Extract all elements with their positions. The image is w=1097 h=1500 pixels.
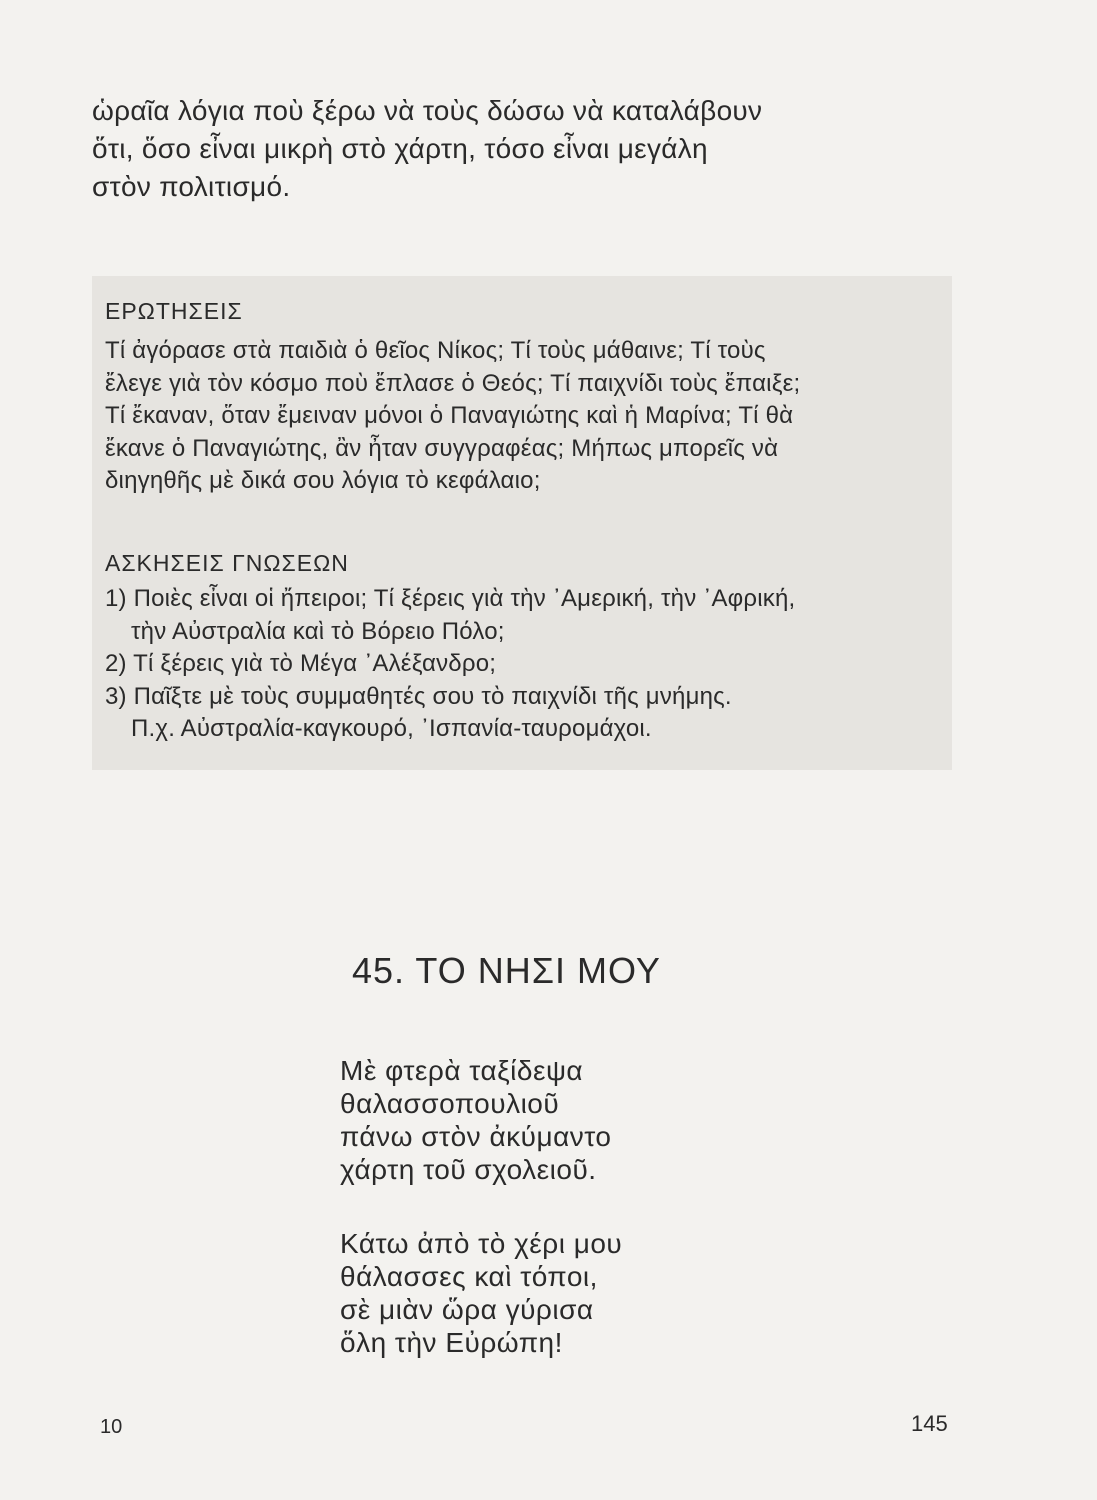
poem-title: 45. ΤΟ ΝΗΣΙ ΜΟΥ [352, 950, 661, 991]
exercise-item-3: 3) Παῖξτε μὲ τοὺς συμμαθητές σου τὸ παιχνίδι τῆς μνήμης. [105, 682, 732, 710]
intro-line: ὡραῖα λόγια ποὺ ξέρω νὰ τοὺς δώσω νὰ καταλάβουν [92, 95, 763, 126]
poem-line: Μὲ φτερὰ ταξίδεψα [340, 1055, 584, 1086]
exercises-list [105, 583, 965, 746]
poem-line: πάνω στὸν ἀκύμαντο [340, 1121, 612, 1152]
questions-text [105, 335, 965, 498]
exercises-heading: ΑΣΚΗΣΕΙΣ ΓΝΩΣΕΩΝ [105, 550, 349, 576]
poem-stanza-2 [340, 1227, 622, 1359]
poem-line: ὅλη τὴν Εὐρώπη! [340, 1327, 563, 1358]
exercise-item-3-continued: Π.χ. Αὐστραλία-καγκουρό, ᾿Ισπανία-ταυρομάχοι. [131, 715, 652, 742]
exercise-item-2: 2) Τί ξέρεις γιὰ τὸ Μέγα ᾿Αλέξανδρο; [105, 650, 497, 677]
questions-section [105, 298, 965, 498]
intro-paragraph [92, 92, 972, 206]
poem-line: σὲ μιὰν ὥρα γύρισα [340, 1294, 594, 1325]
poem-line: χάρτη τοῦ σχολειοῦ. [340, 1154, 597, 1185]
exercise-item-1-continued: τὴν Αὐστραλία καὶ τὸ Βόρειο Πόλο; [131, 617, 505, 645]
poem-stanza-1 [340, 1054, 612, 1186]
question-line: ἔκανε ὁ Παναγιώτης, ἂν ἦταν συγγραφέας; Μήπως μπορεῖς νὰ [105, 434, 779, 462]
question-line: διηγηθῆς μὲ δικά σου λόγια τὸ κεφάλαιο; [105, 467, 541, 494]
exercises-section [105, 550, 965, 746]
question-line: ἔλεγε γιὰ τὸν κόσμο ποὺ ἔπλασε ὁ Θεός; Τί παιχνίδι τοὺς ἔπαιξε; [105, 369, 801, 397]
intro-line: στὸν πολιτισμό. [92, 171, 291, 202]
questions-heading: ΕΡΩΤΗΣΕΙΣ [105, 298, 243, 324]
question-line: Τί ἔκαναν, ὅταν ἔμειναν μόνοι ὁ Παναγιώτης καὶ ἡ Μαρίνα; Τί θὰ [105, 402, 794, 429]
poem-line: θαλασσοπουλιοῦ [340, 1088, 560, 1119]
poem-line: θάλασσες καὶ τόποι, [340, 1261, 598, 1292]
poem-line: Κάτω ἀπὸ τὸ χέρι μου [340, 1228, 623, 1259]
question-line: Τί ἀγόρασε στὰ παιδιὰ ὁ θεῖος Νίκος; Τί τοὺς μάθαινε; Τί τοὺς [105, 337, 766, 364]
intro-line: ὅτι, ὅσο εἶναι μικρὴ στὸ χάρτη, τόσο εἶναι μεγάλη [92, 133, 708, 164]
exercise-item-1: 1) Ποιὲς εἶναι οἱ ἤπειροι; Τί ξέρεις γιὰ τὴν ᾿Αμερική, τὴν ᾿Αφρική, [105, 585, 796, 612]
page-number: 145 [911, 1411, 948, 1436]
signature-mark: 10 [100, 1416, 123, 1438]
